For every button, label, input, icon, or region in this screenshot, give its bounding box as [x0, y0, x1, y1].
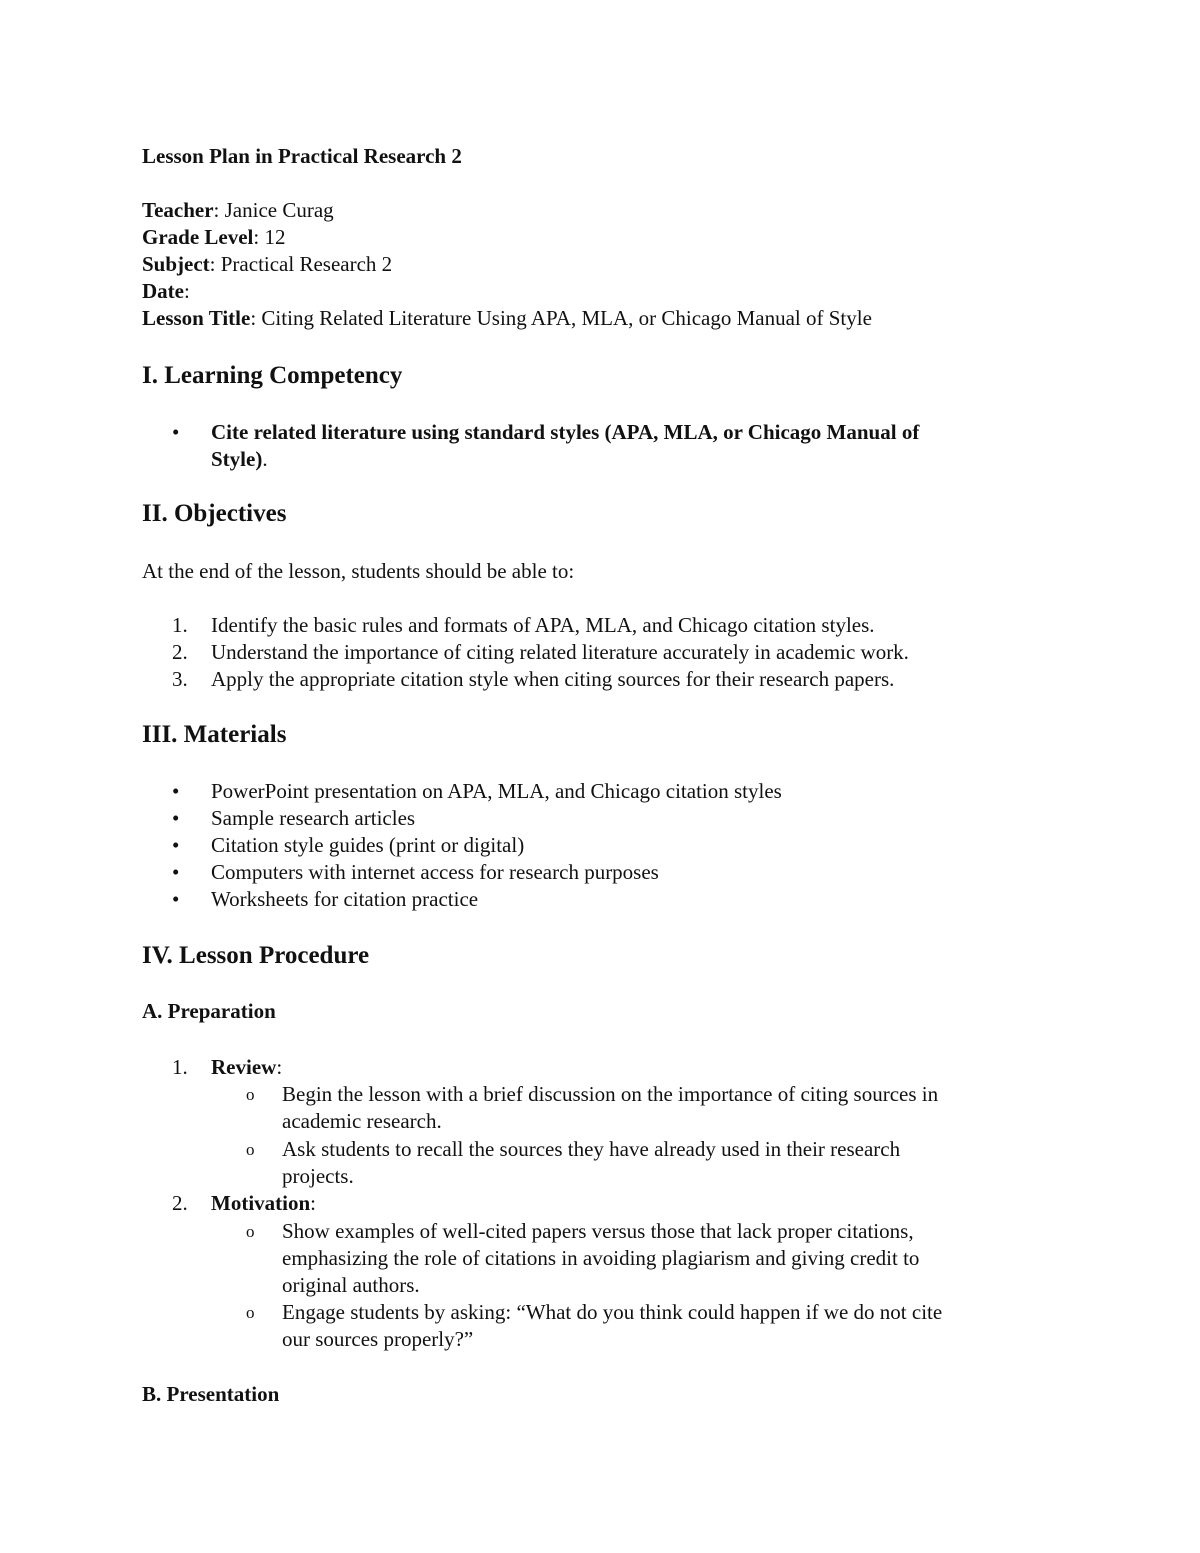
circle-bullet-icon: o: [246, 1140, 255, 1159]
teacher-line: [142, 197, 334, 224]
procedure-number: 2.: [172, 1191, 188, 1215]
review-point-line: Ask students to recall the sources they have already used in their research: [282, 1137, 901, 1161]
subsection-heading-preparation: A. Preparation: [142, 999, 276, 1023]
section-heading-materials: III. Materials: [142, 721, 287, 748]
date-label: Date: [142, 279, 184, 303]
subject-value: : Practical Research 2: [209, 252, 393, 276]
competency-text-line2: Style).: [211, 447, 268, 471]
objective-number: 1.: [172, 613, 188, 637]
motivation-point-line: Engage students by asking: “What do you think could happen if we do not cite: [282, 1300, 943, 1324]
objective-number: 3.: [172, 667, 188, 691]
motivation-point-line: original authors.: [282, 1273, 420, 1297]
procedure-number: 1.: [172, 1055, 188, 1079]
bullet-icon: •: [172, 779, 180, 803]
objective-item: Apply the appropriate citation style when citing sources for their research papers.: [211, 667, 895, 691]
objective-number: 2.: [172, 640, 188, 664]
review-point-line: academic research.: [282, 1109, 442, 1133]
circle-bullet-icon: o: [246, 1303, 255, 1322]
bullet-icon: •: [172, 887, 180, 911]
bullet-icon: •: [172, 806, 180, 830]
teacher-label: Teacher: [142, 198, 214, 222]
motivation-label-line: Motivation:: [211, 1191, 316, 1215]
objective-item: Identify the basic rules and formats of APA, MLA, and Chicago citation styles.: [211, 613, 875, 637]
lesson-title-value: : Citing Related Literature Using APA, MLA, or Chicago Manual of Style: [250, 306, 872, 330]
objectives-intro: At the end of the lesson, students should be able to:: [142, 559, 575, 583]
date-line: [142, 278, 190, 305]
material-item: Computers with internet access for research purposes: [211, 860, 659, 884]
review-label-line: Review:: [211, 1055, 283, 1079]
section-heading-objectives: II. Objectives: [142, 500, 287, 527]
section-heading-lesson-procedure: IV. Lesson Procedure: [142, 942, 370, 969]
review-point-line: Begin the lesson with a brief discussion on the importance of citing sources in: [282, 1082, 939, 1106]
material-item: PowerPoint presentation on APA, MLA, and Chicago citation styles: [211, 779, 782, 803]
circle-bullet-icon: o: [246, 1085, 255, 1104]
motivation-point-line: our sources properly?”: [282, 1327, 474, 1351]
motivation-point-line: Show examples of well-cited papers versus those that lack proper citations,: [282, 1219, 914, 1243]
document-title: Lesson Plan in Practical Research 2: [142, 144, 462, 168]
material-item: Sample research articles: [211, 806, 416, 830]
teacher-value: : Janice Curag: [213, 198, 334, 222]
material-item: Citation style guides (print or digital): [211, 833, 525, 857]
lesson-title-line: [142, 305, 872, 332]
bullet-icon: •: [172, 860, 180, 884]
bullet-icon: •: [172, 833, 180, 857]
motivation-point-line: emphasizing the role of citations in avoiding plagiarism and giving credit to: [282, 1246, 920, 1270]
competency-text-line1: Cite related literature using standard styles (APA, MLA, or Chicago Manual of: [211, 420, 920, 444]
lesson-title-label: Lesson Title: [142, 306, 251, 330]
subject-label: Subject: [142, 252, 210, 276]
grade-level-line: [142, 224, 285, 251]
subsection-heading-presentation: B. Presentation: [142, 1382, 280, 1406]
grade-value: : 12: [253, 225, 286, 249]
subject-line: [142, 251, 392, 278]
objective-item: Understand the importance of citing related literature accurately in academic work.: [211, 640, 909, 664]
section-heading-learning-competency: I. Learning Competency: [142, 362, 403, 389]
bullet-icon: •: [172, 420, 180, 444]
date-value: :: [183, 279, 190, 303]
grade-label: Grade Level: [142, 225, 254, 249]
review-point-line: projects.: [282, 1164, 354, 1188]
circle-bullet-icon: o: [246, 1222, 255, 1241]
material-item: Worksheets for citation practice: [211, 887, 479, 911]
